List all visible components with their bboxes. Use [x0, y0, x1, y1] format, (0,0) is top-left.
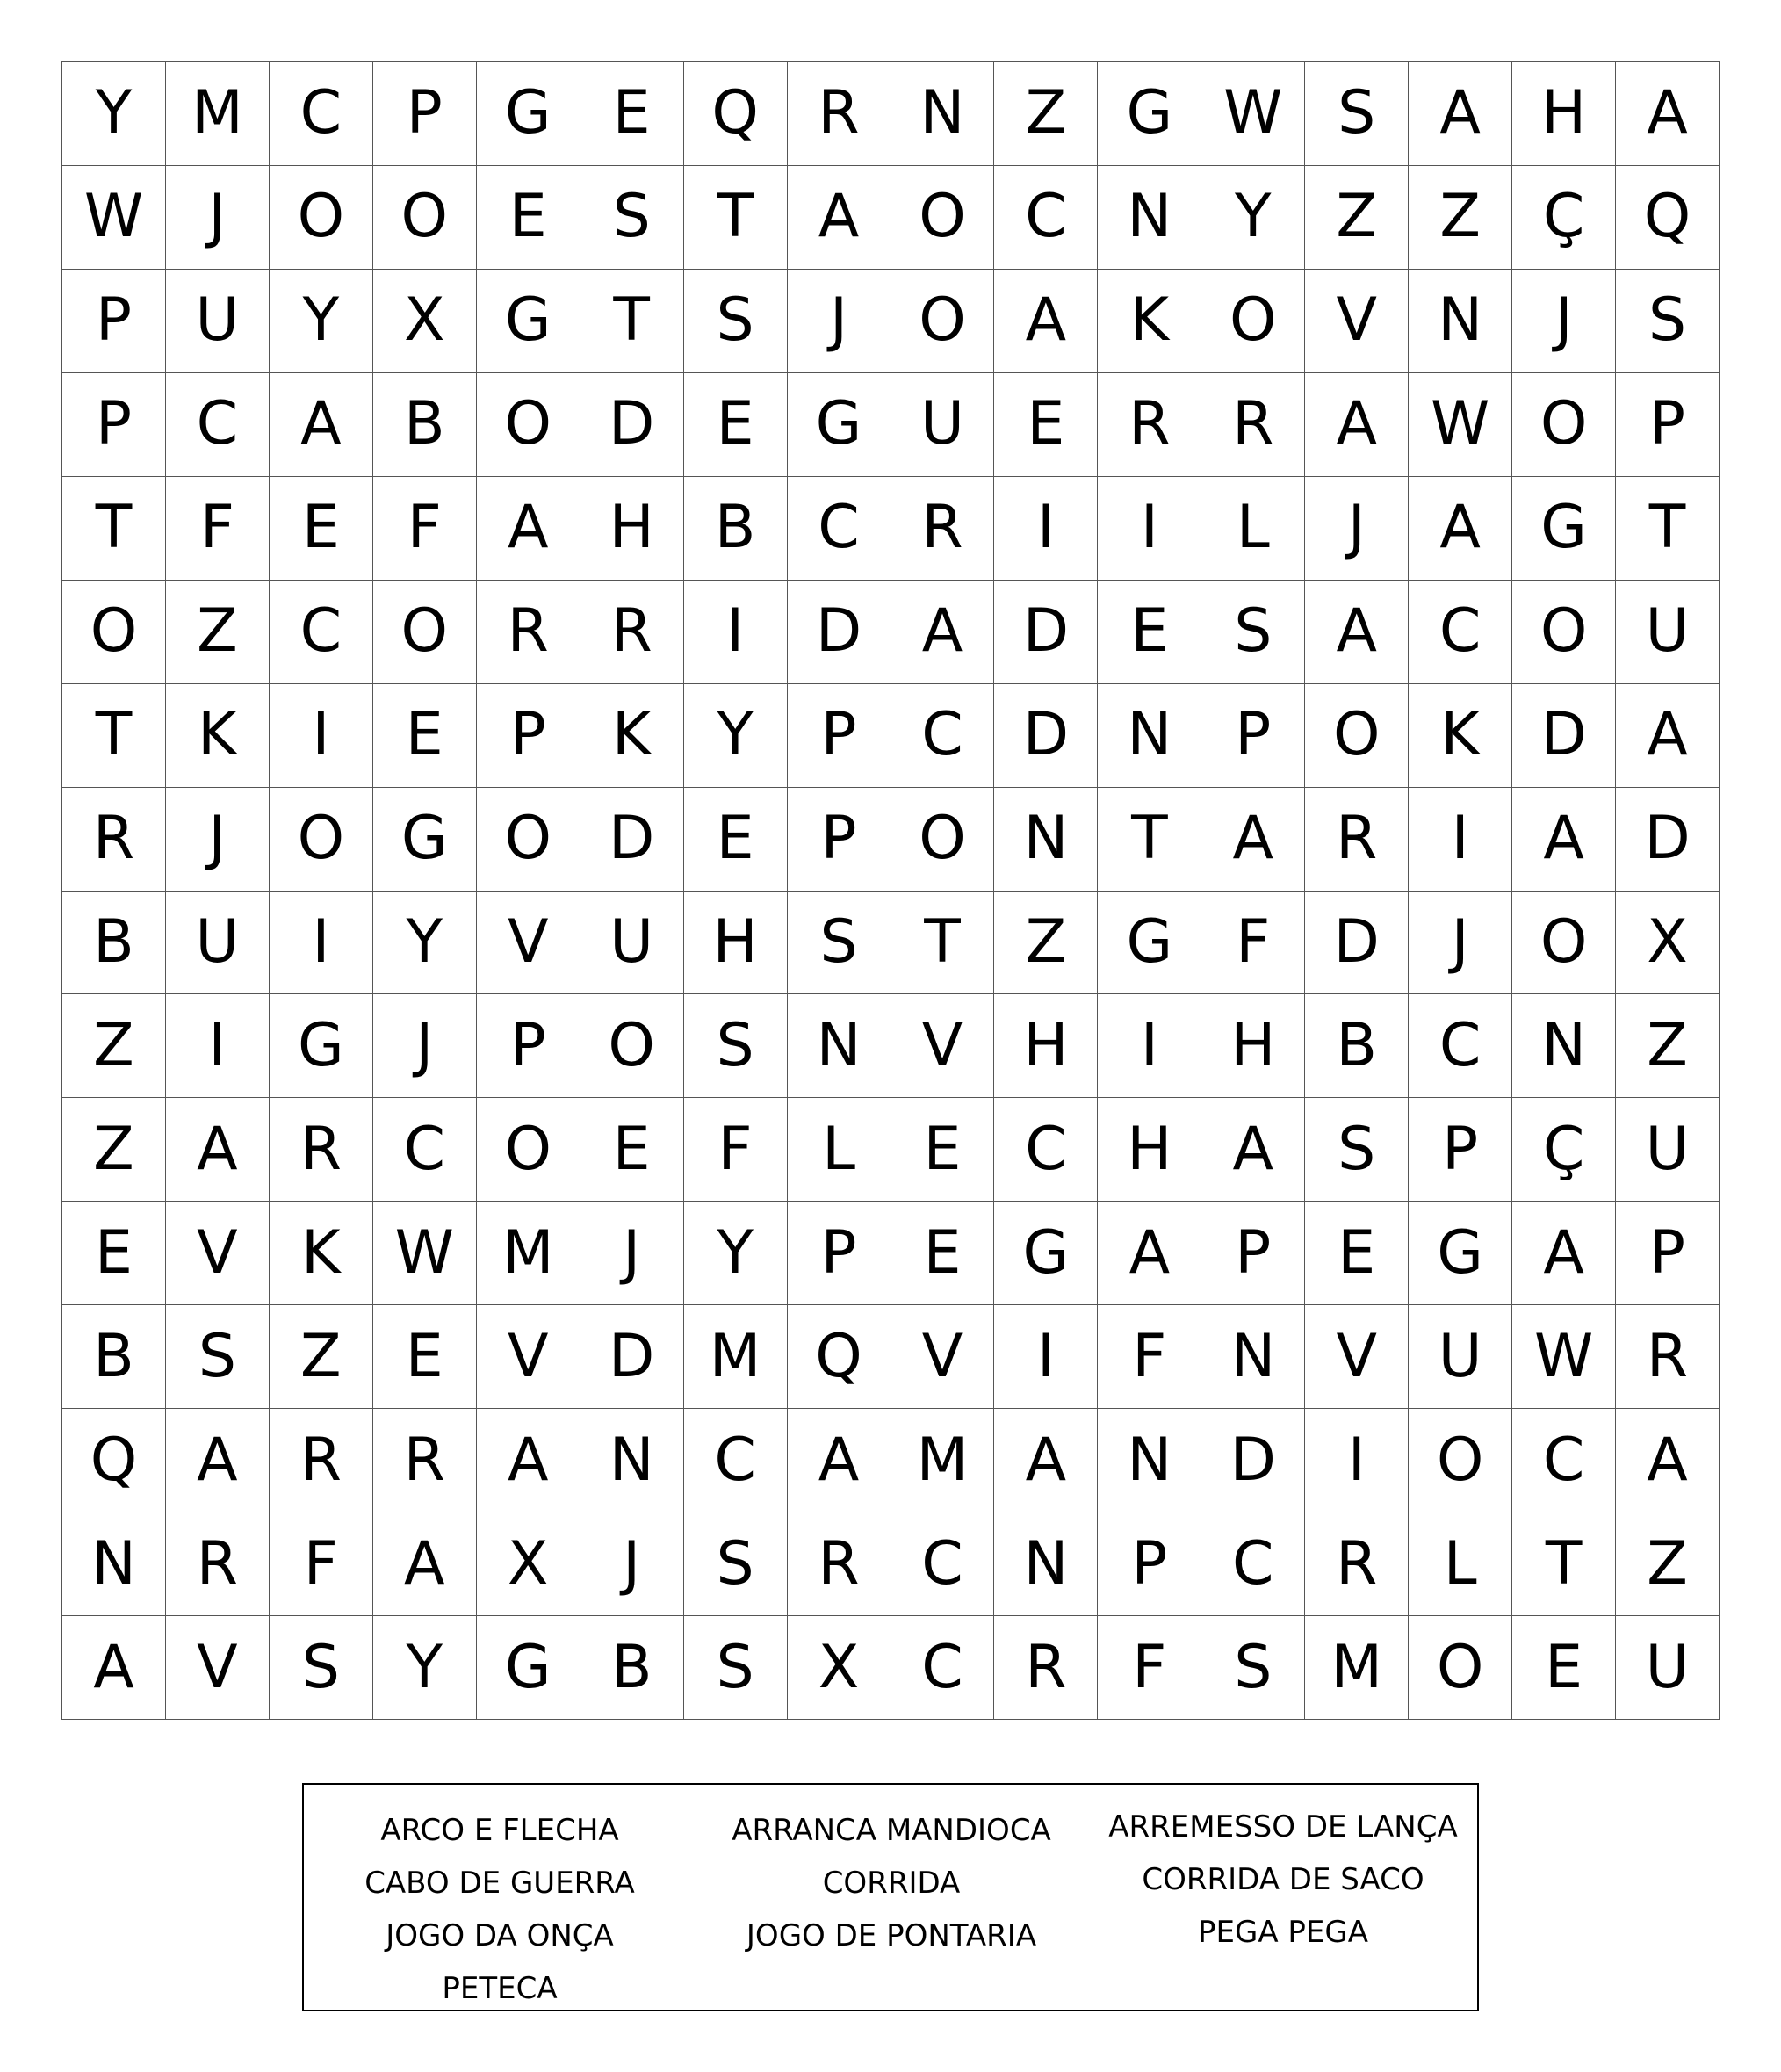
grid-cell[interactable]: C	[373, 1098, 477, 1202]
word-list-item: CORRIDA DE SACO	[1142, 1862, 1424, 1897]
grid-cell[interactable]: G	[994, 1202, 1098, 1305]
grid-cell[interactable]: I	[270, 684, 373, 788]
grid-cell[interactable]: A	[1616, 684, 1720, 788]
grid-cell[interactable]: I	[994, 477, 1098, 581]
grid-cell[interactable]: I	[1098, 477, 1201, 581]
grid-cell[interactable]: N	[1201, 1305, 1305, 1409]
grid-cell[interactable]: Q	[788, 1305, 891, 1409]
grid-cell[interactable]: J	[580, 1202, 684, 1305]
grid-cell[interactable]: F	[166, 477, 270, 581]
grid-cell[interactable]: R	[994, 1616, 1098, 1720]
grid-cell[interactable]: C	[891, 1512, 995, 1616]
grid-cell[interactable]: O	[1409, 1616, 1512, 1720]
grid-cell[interactable]: Y	[270, 270, 373, 373]
grid-cell[interactable]: E	[580, 62, 684, 166]
grid-cell[interactable]: A	[1512, 1202, 1616, 1305]
grid-cell[interactable]: A	[477, 477, 580, 581]
grid-cell[interactable]: X	[477, 1512, 580, 1616]
grid-cell[interactable]: N	[994, 1512, 1098, 1616]
grid-cell[interactable]: N	[994, 788, 1098, 892]
grid-cell[interactable]: J	[788, 270, 891, 373]
grid-cell[interactable]: V	[477, 1305, 580, 1409]
grid-cell[interactable]: I	[166, 994, 270, 1098]
letter-grid	[61, 61, 1720, 1720]
grid-cell[interactable]: R	[270, 1098, 373, 1202]
grid-cell[interactable]: V	[166, 1616, 270, 1720]
grid-cell[interactable]: J	[373, 994, 477, 1098]
grid-cell[interactable]: C	[891, 684, 995, 788]
grid-cell[interactable]: P	[1201, 1202, 1305, 1305]
grid-cell[interactable]: O	[580, 994, 684, 1098]
grid-cell[interactable]: E	[477, 166, 580, 270]
grid-cell[interactable]: P	[1201, 684, 1305, 788]
grid-cell[interactable]: O	[477, 788, 580, 892]
grid-cell[interactable]: C	[788, 477, 891, 581]
grid-cell[interactable]: W	[1512, 1305, 1616, 1409]
grid-cell[interactable]: C	[684, 1409, 788, 1512]
grid-cell[interactable]: C	[1512, 1409, 1616, 1512]
grid-cell[interactable]: A	[477, 1409, 580, 1512]
grid-cell[interactable]: H	[994, 994, 1098, 1098]
grid-cell[interactable]: R	[477, 581, 580, 684]
grid-cell[interactable]: C	[270, 581, 373, 684]
grid-cell[interactable]: J	[1409, 892, 1512, 995]
grid-cell[interactable]: Y	[684, 684, 788, 788]
grid-cell[interactable]: A	[1616, 1409, 1720, 1512]
grid-cell[interactable]: I	[270, 892, 373, 995]
grid-cell[interactable]: R	[1098, 373, 1201, 477]
grid-cell[interactable]: G	[477, 62, 580, 166]
grid-cell[interactable]: V	[1305, 1305, 1409, 1409]
grid-cell[interactable]: Z	[1616, 1512, 1720, 1616]
grid-cell[interactable]: C	[994, 166, 1098, 270]
grid-cell[interactable]: M	[684, 1305, 788, 1409]
word-list-item: ARREMESSO DE LANÇA	[1108, 1809, 1458, 1845]
grid-cell[interactable]: M	[891, 1409, 995, 1512]
grid-cell[interactable]: K	[1409, 684, 1512, 788]
grid-cell[interactable]: V	[477, 892, 580, 995]
grid-cell[interactable]: X	[788, 1616, 891, 1720]
grid-cell[interactable]: I	[994, 1305, 1098, 1409]
grid-cell[interactable]: L	[1409, 1512, 1512, 1616]
grid-cell[interactable]: A	[788, 166, 891, 270]
grid-cell[interactable]: H	[684, 892, 788, 995]
grid-cell[interactable]: B	[62, 892, 166, 995]
grid-cell[interactable]: P	[62, 270, 166, 373]
grid-cell[interactable]: D	[580, 1305, 684, 1409]
grid-cell[interactable]: Z	[1305, 166, 1409, 270]
word-list-item: ARRANCA MANDIOCA	[732, 1813, 1051, 1848]
grid-cell[interactable]: N	[1409, 270, 1512, 373]
grid-cell[interactable]: Q	[1616, 166, 1720, 270]
grid-cell[interactable]: G	[1409, 1202, 1512, 1305]
grid-cell[interactable]: N	[891, 62, 995, 166]
grid-cell[interactable]: R	[1305, 788, 1409, 892]
grid-cell[interactable]: E	[684, 788, 788, 892]
grid-cell[interactable]: N	[1098, 1409, 1201, 1512]
grid-cell[interactable]: G	[270, 994, 373, 1098]
grid-cell[interactable]: B	[684, 477, 788, 581]
grid-cell[interactable]: A	[1512, 788, 1616, 892]
grid-cell[interactable]: S	[1201, 1616, 1305, 1720]
grid-cell[interactable]: P	[1409, 1098, 1512, 1202]
grid-cell[interactable]: P	[1616, 1202, 1720, 1305]
grid-cell[interactable]: D	[580, 373, 684, 477]
grid-cell[interactable]: A	[1098, 1202, 1201, 1305]
grid-cell[interactable]: Z	[270, 1305, 373, 1409]
grid-cell[interactable]: B	[62, 1305, 166, 1409]
grid-cell[interactable]: E	[270, 477, 373, 581]
grid-cell[interactable]: B	[373, 373, 477, 477]
grid-cell[interactable]: S	[684, 1616, 788, 1720]
grid-cell[interactable]: P	[1616, 373, 1720, 477]
grid-cell[interactable]: S	[684, 1512, 788, 1616]
grid-cell[interactable]: S	[684, 994, 788, 1098]
grid-cell[interactable]: W	[373, 1202, 477, 1305]
grid-cell[interactable]: J	[1512, 270, 1616, 373]
grid-cell[interactable]: E	[580, 1098, 684, 1202]
grid-cell[interactable]: M	[1305, 1616, 1409, 1720]
grid-cell[interactable]: O	[1305, 684, 1409, 788]
grid-cell[interactable]: H	[1098, 1098, 1201, 1202]
grid-cell[interactable]: D	[994, 684, 1098, 788]
grid-cell[interactable]: W	[1201, 62, 1305, 166]
grid-cell[interactable]: G	[373, 788, 477, 892]
grid-cell[interactable]: U	[580, 892, 684, 995]
grid-cell[interactable]: W	[62, 166, 166, 270]
grid-cell[interactable]: A	[788, 1409, 891, 1512]
grid-cell[interactable]: E	[373, 684, 477, 788]
grid-cell[interactable]: P	[477, 684, 580, 788]
grid-cell[interactable]: T	[1098, 788, 1201, 892]
grid-cell[interactable]: L	[788, 1098, 891, 1202]
grid-cell[interactable]: Y	[373, 892, 477, 995]
grid-cell[interactable]: G	[1098, 892, 1201, 995]
grid-cell[interactable]: C	[270, 62, 373, 166]
grid-cell[interactable]: O	[1201, 270, 1305, 373]
grid-cell[interactable]: U	[166, 270, 270, 373]
grid-cell[interactable]: R	[270, 1409, 373, 1512]
grid-cell[interactable]: Y	[1201, 166, 1305, 270]
grid-cell[interactable]: T	[1616, 477, 1720, 581]
grid-cell[interactable]: H	[580, 477, 684, 581]
grid-cell[interactable]: D	[994, 581, 1098, 684]
grid-cell[interactable]: A	[1305, 373, 1409, 477]
grid-cell[interactable]: J	[1305, 477, 1409, 581]
grid-cell[interactable]: G	[477, 270, 580, 373]
grid-cell[interactable]: C	[1409, 581, 1512, 684]
grid-cell[interactable]: O	[1512, 581, 1616, 684]
grid-cell[interactable]: Z	[1409, 166, 1512, 270]
grid-cell[interactable]: S	[580, 166, 684, 270]
grid-cell[interactable]: E	[684, 373, 788, 477]
grid-cell[interactable]: Q	[62, 1409, 166, 1512]
grid-cell[interactable]: I	[684, 581, 788, 684]
grid-cell[interactable]: N	[1098, 684, 1201, 788]
grid-cell[interactable]: D	[580, 788, 684, 892]
grid-cell[interactable]: V	[891, 994, 995, 1098]
grid-cell[interactable]: K	[580, 684, 684, 788]
grid-cell[interactable]: R	[373, 1409, 477, 1512]
grid-cell[interactable]: V	[1305, 270, 1409, 373]
word-list-item: ARCO E FLECHA	[380, 1813, 619, 1848]
grid-cell[interactable]: J	[580, 1512, 684, 1616]
grid-cell[interactable]: N	[62, 1512, 166, 1616]
grid-cell[interactable]: A	[62, 1616, 166, 1720]
grid-cell[interactable]: Z	[166, 581, 270, 684]
grid-cell[interactable]: T	[62, 684, 166, 788]
grid-cell[interactable]: S	[1305, 62, 1409, 166]
grid-cell[interactable]: M	[477, 1202, 580, 1305]
grid-cell[interactable]: A	[270, 373, 373, 477]
grid-cell[interactable]: P	[477, 994, 580, 1098]
grid-cell[interactable]: R	[62, 788, 166, 892]
grid-cell[interactable]: R	[580, 581, 684, 684]
grid-cell[interactable]: E	[1512, 1616, 1616, 1720]
grid-cell[interactable]: D	[1616, 788, 1720, 892]
grid-cell[interactable]: F	[1098, 1616, 1201, 1720]
grid-cell[interactable]: O	[270, 788, 373, 892]
word-list-item: PEGA PEGA	[1198, 1915, 1368, 1950]
grid-cell[interactable]: E	[62, 1202, 166, 1305]
grid-cell[interactable]: E	[891, 1098, 995, 1202]
grid-cell[interactable]: R	[891, 477, 995, 581]
grid-cell[interactable]: B	[580, 1616, 684, 1720]
grid-cell[interactable]: A	[891, 581, 995, 684]
grid-cell[interactable]: S	[788, 892, 891, 995]
grid-cell[interactable]: I	[1409, 788, 1512, 892]
grid-cell[interactable]: N	[1098, 166, 1201, 270]
grid-cell[interactable]: P	[788, 1202, 891, 1305]
grid-cell[interactable]: A	[1616, 62, 1720, 166]
grid-cell[interactable]: O	[477, 1098, 580, 1202]
grid-cell[interactable]: O	[891, 270, 995, 373]
grid-cell[interactable]: T	[580, 270, 684, 373]
grid-cell[interactable]: V	[166, 1202, 270, 1305]
grid-cell[interactable]: M	[166, 62, 270, 166]
grid-cell[interactable]: Ç	[1512, 1098, 1616, 1202]
grid-cell[interactable]: T	[1512, 1512, 1616, 1616]
grid-cell[interactable]: O	[1512, 373, 1616, 477]
grid-cell[interactable]: E	[994, 373, 1098, 477]
grid-cell[interactable]: Y	[62, 62, 166, 166]
grid-cell[interactable]: A	[373, 1512, 477, 1616]
grid-cell[interactable]: F	[1201, 892, 1305, 995]
word-list-item: JOGO DE PONTARIA	[746, 1918, 1037, 1953]
word-list-item: PETECA	[442, 1971, 558, 2006]
grid-cell[interactable]: X	[1616, 892, 1720, 995]
word-list-column	[1087, 1785, 1479, 2010]
grid-cell[interactable]: P	[62, 373, 166, 477]
grid-cell[interactable]: D	[1512, 684, 1616, 788]
grid-cell[interactable]: R	[166, 1512, 270, 1616]
grid-cell[interactable]: N	[788, 994, 891, 1098]
grid-cell[interactable]: Y	[684, 1202, 788, 1305]
grid-cell[interactable]: R	[788, 62, 891, 166]
grid-cell[interactable]: A	[1201, 1098, 1305, 1202]
grid-cell[interactable]: S	[270, 1616, 373, 1720]
grid-cell[interactable]: U	[1409, 1305, 1512, 1409]
grid-cell[interactable]: F	[270, 1512, 373, 1616]
grid-cell[interactable]: O	[891, 166, 995, 270]
grid-cell[interactable]: P	[373, 62, 477, 166]
grid-cell[interactable]: G	[788, 373, 891, 477]
grid-cell[interactable]: T	[62, 477, 166, 581]
grid-cell[interactable]: U	[1616, 1616, 1720, 1720]
grid-cell[interactable]: Z	[62, 994, 166, 1098]
grid-cell[interactable]: A	[1305, 581, 1409, 684]
grid-cell[interactable]: R	[788, 1512, 891, 1616]
grid-cell[interactable]: N	[580, 1409, 684, 1512]
grid-cell[interactable]: J	[166, 166, 270, 270]
grid-cell[interactable]: Ç	[1512, 166, 1616, 270]
grid-cell[interactable]: C	[891, 1616, 995, 1720]
grid-cell[interactable]: F	[684, 1098, 788, 1202]
grid-cell[interactable]: E	[373, 1305, 477, 1409]
grid-cell[interactable]: G	[1512, 477, 1616, 581]
grid-cell[interactable]: H	[1512, 62, 1616, 166]
grid-cell[interactable]: A	[994, 270, 1098, 373]
word-list-item: JOGO DA ONÇA	[386, 1918, 614, 1953]
grid-cell[interactable]: S	[684, 270, 788, 373]
grid-cell[interactable]: D	[1201, 1409, 1305, 1512]
grid-cell[interactable]: Q	[684, 62, 788, 166]
grid-cell[interactable]: A	[994, 1409, 1098, 1512]
grid-cell[interactable]: S	[1201, 581, 1305, 684]
grid-cell[interactable]: G	[1098, 62, 1201, 166]
grid-cell[interactable]: C	[166, 373, 270, 477]
grid-cell[interactable]: Z	[994, 892, 1098, 995]
word-list-box	[302, 1783, 1479, 2011]
grid-cell[interactable]: O	[373, 166, 477, 270]
grid-cell[interactable]: A	[166, 1098, 270, 1202]
grid-cell[interactable]: Z	[62, 1098, 166, 1202]
grid-cell[interactable]: U	[166, 892, 270, 995]
grid-cell[interactable]: F	[1098, 1305, 1201, 1409]
grid-cell[interactable]: O	[373, 581, 477, 684]
grid-cell[interactable]: A	[1201, 788, 1305, 892]
grid-cell[interactable]: D	[1305, 892, 1409, 995]
grid-cell[interactable]: D	[788, 581, 891, 684]
word-list-column	[304, 1785, 696, 2010]
grid-cell[interactable]: L	[1201, 477, 1305, 581]
grid-cell[interactable]: O	[1512, 892, 1616, 995]
grid-cell[interactable]: K	[166, 684, 270, 788]
grid-cell[interactable]: O	[62, 581, 166, 684]
grid-cell[interactable]: T	[891, 892, 995, 995]
grid-cell[interactable]: S	[1305, 1098, 1409, 1202]
grid-cell[interactable]: S	[166, 1305, 270, 1409]
grid-cell[interactable]: A	[1409, 477, 1512, 581]
grid-cell[interactable]: R	[1305, 1512, 1409, 1616]
grid-cell[interactable]: R	[1616, 1305, 1720, 1409]
grid-cell[interactable]: U	[1616, 581, 1720, 684]
grid-cell[interactable]: R	[1201, 373, 1305, 477]
grid-cell[interactable]: C	[994, 1098, 1098, 1202]
grid-cell[interactable]: P	[788, 684, 891, 788]
grid-cell[interactable]: O	[891, 788, 995, 892]
word-list-item: CORRIDA	[822, 1866, 961, 1901]
grid-cell[interactable]: Z	[1616, 994, 1720, 1098]
grid-cell[interactable]: E	[1098, 581, 1201, 684]
grid-cell[interactable]: H	[1201, 994, 1305, 1098]
grid-cell[interactable]: I	[1305, 1409, 1409, 1512]
grid-cell[interactable]: O	[477, 373, 580, 477]
grid-cell[interactable]: S	[1616, 270, 1720, 373]
grid-cell[interactable]: U	[891, 373, 995, 477]
grid-cell[interactable]: I	[1098, 994, 1201, 1098]
grid-cell[interactable]: Z	[994, 62, 1098, 166]
grid-cell[interactable]: T	[684, 166, 788, 270]
word-list-column	[696, 1785, 1087, 2010]
grid-cell[interactable]: E	[1305, 1202, 1409, 1305]
grid-cell[interactable]: E	[891, 1202, 995, 1305]
grid-cell[interactable]: Y	[373, 1616, 477, 1720]
grid-cell[interactable]: C	[1201, 1512, 1305, 1616]
grid-cell[interactable]: F	[373, 477, 477, 581]
grid-cell[interactable]: P	[788, 788, 891, 892]
grid-cell[interactable]: W	[1409, 373, 1512, 477]
grid-cell[interactable]: J	[166, 788, 270, 892]
word-list-item: CABO DE GUERRA	[364, 1866, 635, 1901]
grid-cell[interactable]: N	[1512, 994, 1616, 1098]
grid-cell[interactable]: B	[1305, 994, 1409, 1098]
grid-cell[interactable]: O	[270, 166, 373, 270]
grid-cell[interactable]: O	[1409, 1409, 1512, 1512]
grid-cell[interactable]: G	[477, 1616, 580, 1720]
grid-cell[interactable]: X	[373, 270, 477, 373]
grid-cell[interactable]: A	[166, 1409, 270, 1512]
grid-cell[interactable]: K	[1098, 270, 1201, 373]
grid-cell[interactable]: A	[1409, 62, 1512, 166]
grid-cell[interactable]: K	[270, 1202, 373, 1305]
grid-cell[interactable]: U	[1616, 1098, 1720, 1202]
grid-cell[interactable]: P	[1098, 1512, 1201, 1616]
grid-cell[interactable]: C	[1409, 994, 1512, 1098]
grid-cell[interactable]: V	[891, 1305, 995, 1409]
